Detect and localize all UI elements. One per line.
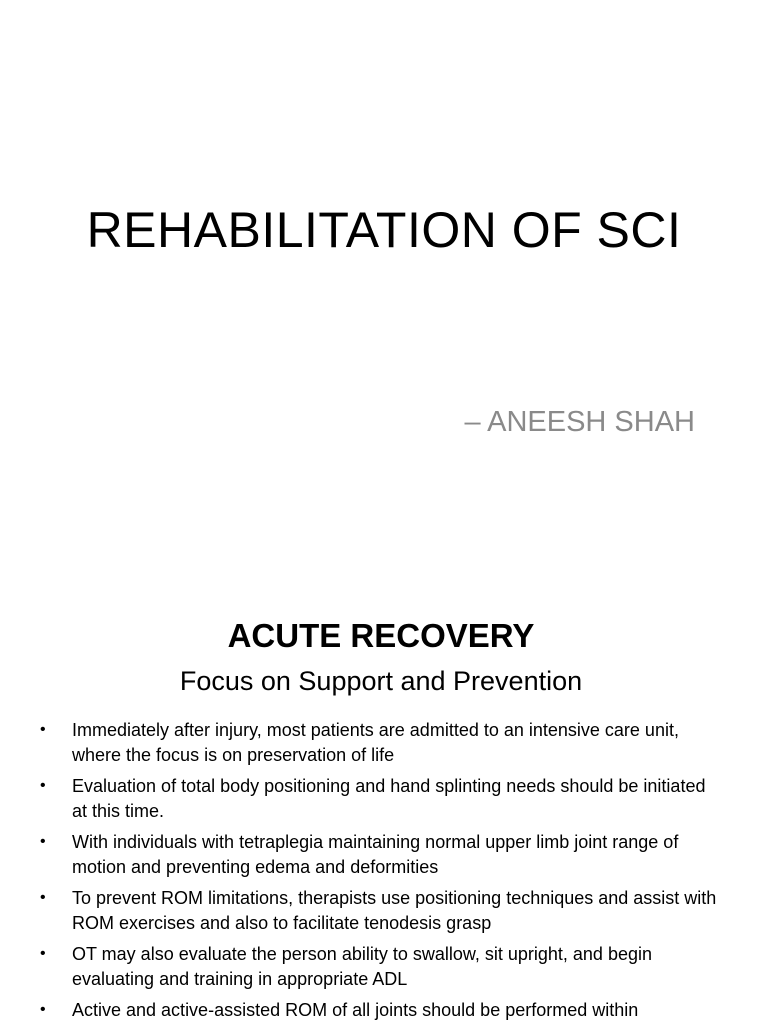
bullet-list <box>40 718 720 1024</box>
content-slide <box>0 576 768 1024</box>
list-item <box>40 886 720 935</box>
list-item <box>40 830 720 879</box>
list-item <box>40 998 720 1023</box>
list-item <box>40 942 720 991</box>
bullet-text: Immediately after injury, most patients are admitted to an intensive care unit, where the focus is on preservation of life <box>72 720 679 765</box>
bullet-icon: • <box>40 889 46 906</box>
list-item <box>40 774 720 823</box>
bullet-icon: • <box>40 777 46 794</box>
bullet-text: Active and active-assisted ROM of all joints should be performed within <box>72 1000 639 1020</box>
slide-title: ACUTE RECOVERY <box>227 617 535 654</box>
author-name: – ANEESH SHAH <box>464 406 695 438</box>
slide-subtitle: Focus on Support and Prevention <box>179 666 583 696</box>
bullet-text: Evaluation of total body positioning and hand splinting needs should be initiated at this time. <box>72 776 706 821</box>
bullet-icon: • <box>40 833 46 850</box>
bullet-icon: • <box>40 945 46 962</box>
bullet-icon: • <box>40 1001 46 1018</box>
presentation-title: REHABILITATION OF SCI <box>86 202 682 258</box>
bullet-text: To prevent ROM limitations, therapists use positioning techniques and assist with ROM exercises and also to facilitate tenodesis grasp <box>72 888 717 933</box>
list-item <box>40 718 720 767</box>
bullet-text: OT may also evaluate the person ability to swallow, sit upright, and begin evaluating and training in appropriate ADL <box>72 944 652 989</box>
bullet-text: With individuals with tetraplegia maintaining normal upper limb joint range of motion and preventing edema and deformities <box>72 832 679 877</box>
bullet-icon: • <box>40 721 46 738</box>
